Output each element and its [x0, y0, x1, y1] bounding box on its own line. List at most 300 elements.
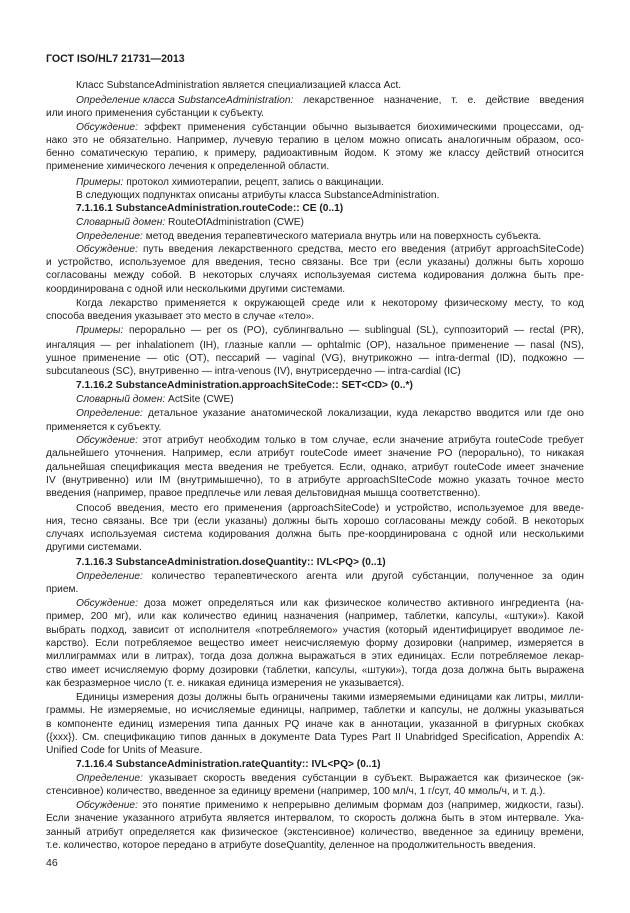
word: тогда: [199, 651, 225, 662]
text-run: введения (например, правое предплечье или левая дельтовидная мышца соответственно).: [46, 488, 481, 499]
word: вызывается: [354, 122, 411, 133]
word: соматическую: [80, 148, 148, 159]
word: в: [469, 813, 475, 824]
word: окружающей: [244, 298, 305, 309]
word: можно: [438, 475, 469, 486]
word: радиоактивным: [263, 148, 338, 159]
word: кодирования: [423, 270, 485, 281]
text-line: [76, 394, 234, 406]
word: Data: [314, 732, 337, 743]
word: Part: [372, 732, 391, 743]
word: (например,: [447, 800, 501, 811]
word: интервале.: [506, 813, 560, 824]
word: быть: [518, 257, 543, 268]
word: атрибут: [411, 462, 449, 473]
word: значение: [540, 462, 584, 473]
word: скорость: [203, 773, 246, 784]
word: (OT),: [185, 353, 210, 364]
word: ({xxx}).: [46, 732, 78, 743]
word: A:: [574, 732, 584, 743]
word: может: [172, 598, 202, 609]
text-line: [46, 462, 584, 474]
word: атрибута: [179, 813, 222, 824]
word: определяться: [208, 598, 274, 609]
word: быть: [533, 270, 557, 281]
word: (внутримышечно),: [176, 475, 264, 486]
word: три: [373, 257, 390, 268]
word: спецификация: [110, 462, 180, 473]
word: типов: [179, 732, 207, 743]
word: должны: [475, 257, 513, 268]
word: система: [377, 270, 417, 281]
word: необходим: [208, 435, 260, 446]
word: количество: [183, 611, 237, 622]
word: идентифицирует: [432, 625, 513, 636]
word: или: [135, 475, 153, 486]
word: должна: [468, 665, 504, 676]
word: капли: [268, 340, 297, 351]
word: за: [542, 571, 553, 582]
word: routeCode: [453, 462, 502, 473]
word: в: [360, 651, 367, 662]
word: потребляемое: [124, 638, 193, 649]
word: неисчисляемую: [284, 638, 360, 649]
word: но: [175, 705, 187, 716]
word: точное: [517, 475, 550, 486]
word: (который: [385, 625, 428, 636]
word: быть: [314, 516, 339, 527]
word: Например,: [172, 448, 224, 459]
word: в: [46, 719, 52, 730]
text-line: [46, 813, 584, 825]
word: йодом.: [344, 148, 377, 159]
word: субстанции: [251, 122, 307, 133]
word: кодирования: [208, 529, 270, 540]
text-line: [46, 638, 584, 650]
text-run: ActSite (CWE): [165, 394, 234, 405]
italic-label: Обсуждение:: [76, 598, 138, 609]
word: место: [555, 475, 584, 486]
word: агента: [306, 571, 337, 582]
text-line: [46, 284, 345, 296]
word: один: [561, 571, 584, 582]
word: Ука-: [564, 813, 584, 824]
word: примеру,: [214, 148, 257, 159]
word: к: [203, 148, 209, 159]
word: ингаляция: [46, 340, 95, 351]
word: используемая: [304, 270, 371, 281]
text-line: [76, 800, 584, 812]
word: атрибуте: [298, 475, 341, 486]
word: описать: [405, 135, 443, 146]
word: вводимое: [517, 625, 564, 636]
text-line: [46, 665, 584, 677]
word: исчисляемые: [191, 705, 256, 716]
text-run: применяется к субъекту.: [46, 422, 162, 433]
word: дозировки: [404, 638, 453, 649]
word: если: [372, 435, 396, 446]
text-run: прием.: [46, 584, 79, 595]
word: атрибут: [257, 448, 295, 459]
word: Выражается: [419, 773, 478, 784]
word: введения,: [215, 257, 263, 268]
word: т.: [451, 95, 458, 106]
word: быть: [508, 665, 532, 676]
word: к: [263, 800, 268, 811]
word: (approachSiteCode): [287, 503, 380, 514]
word: Если,: [339, 462, 366, 473]
word: не: [467, 705, 479, 716]
word: дозы: [177, 692, 202, 703]
word: (PR),: [560, 325, 584, 336]
word: intra-dermal: [435, 353, 490, 364]
word: измерения: [122, 692, 174, 703]
word: указаны): [427, 257, 470, 268]
word: тогда: [412, 665, 438, 676]
word: это: [142, 800, 158, 811]
word: используемая: [90, 529, 157, 540]
word: субстанции,: [412, 571, 470, 582]
word: собой.: [151, 270, 183, 281]
word: —: [418, 353, 429, 364]
word: то: [269, 475, 280, 486]
word: или: [499, 529, 517, 540]
text-line: [46, 611, 584, 623]
word: в: [323, 135, 330, 146]
word: эффект: [144, 122, 182, 133]
word: и: [384, 503, 391, 514]
text-line: [46, 257, 584, 269]
word: vaginal: [282, 353, 315, 364]
word: этом: [479, 813, 502, 824]
word: жидкости,: [505, 800, 553, 811]
word: несколькими: [523, 529, 584, 540]
word: —: [100, 340, 111, 351]
word: уточнения.: [114, 448, 167, 459]
word: должна: [257, 651, 293, 662]
word: единицах.: [397, 651, 446, 662]
word: выбрать: [46, 625, 86, 636]
text-line: [76, 177, 384, 189]
text-line: [46, 516, 584, 528]
word: Unabridged: [405, 732, 458, 743]
text-line: [46, 311, 314, 323]
page-number: 46: [46, 857, 58, 869]
word: введения,: [117, 503, 165, 514]
text-line: [46, 448, 584, 460]
word: же: [429, 148, 442, 159]
word: том: [310, 435, 328, 446]
word: образом,: [516, 135, 559, 146]
word: К: [383, 148, 390, 159]
word: должны: [204, 692, 242, 703]
word: введенное: [422, 827, 473, 838]
word: место: [170, 503, 199, 514]
word: е.: [467, 95, 476, 106]
text-run: протокол химиотерапии, рецепт, запись о вакцинации.: [123, 177, 384, 188]
word: вещество: [198, 638, 245, 649]
word: Если: [46, 813, 70, 824]
word: PQ: [284, 719, 300, 730]
word: См.: [82, 732, 100, 743]
text-line: [46, 340, 584, 352]
word: Все: [349, 257, 368, 268]
word: используемое: [119, 257, 186, 268]
word: (если: [395, 257, 422, 268]
text-line: [46, 529, 584, 541]
text-line: [76, 503, 584, 515]
word: Types: [340, 732, 368, 743]
word: локализации,: [327, 408, 392, 419]
word: хорошо: [548, 257, 584, 268]
word: —: [514, 340, 525, 351]
italic-label: Обсуждение:: [76, 122, 138, 133]
word: sublingual: [364, 325, 411, 336]
word: количество: [151, 571, 206, 582]
word: указанного: [122, 813, 175, 824]
text-run: subcutaneous (SC), внутривенно — intra-venous (IV), внутрисердечно — intra-cardial (IC): [46, 366, 461, 377]
word: суппозиторий: [443, 325, 509, 336]
text-line: [76, 95, 584, 107]
word: этот: [142, 435, 163, 446]
word: дальнейшая: [46, 462, 106, 473]
word: таблетки: [363, 705, 406, 716]
word: быть: [318, 529, 342, 540]
word: подход,: [90, 625, 127, 636]
word: (SL),: [416, 325, 439, 336]
word: routeCode: [495, 435, 543, 446]
word: лекарство: [109, 298, 158, 309]
word: (таблетки,: [262, 665, 311, 676]
word: Например,: [176, 135, 228, 146]
word: согласованы: [384, 516, 446, 527]
word: дозировки: [209, 665, 259, 676]
italic-label: Примеры:: [76, 177, 124, 188]
word: (NS),: [560, 340, 584, 351]
word: или: [346, 298, 364, 309]
word: например,: [309, 705, 359, 716]
italic-label: Обсуждение:: [76, 800, 138, 811]
word: —: [190, 325, 202, 336]
text-run: Unified Code for Units of Measure.: [46, 745, 203, 756]
word: осо-: [564, 135, 584, 146]
word: otic: [163, 353, 180, 364]
text-line: [46, 475, 584, 487]
word: approachSiteCode): [496, 244, 584, 255]
text-line: [46, 651, 584, 663]
word: некоторых: [534, 516, 584, 527]
word: скорость: [354, 813, 396, 824]
word: данных: [243, 719, 279, 730]
word: ния,: [46, 516, 66, 527]
word: в: [578, 638, 584, 649]
text-run: т.е. количество, которое передано в атрибуте doseQuantity, деленное на продолжительность введения.: [46, 840, 536, 851]
word: если: [229, 448, 252, 459]
italic-label: Обсуждение:: [76, 244, 138, 255]
word: «потребляемого»: [255, 625, 338, 636]
word: то: [339, 813, 350, 824]
word: од-: [569, 122, 584, 133]
word: месту,: [514, 298, 544, 309]
word: (IH),: [199, 340, 220, 351]
word: хорошо: [343, 516, 380, 527]
word: указать: [475, 475, 511, 486]
word: выражаться: [298, 651, 356, 662]
word: должна: [276, 529, 312, 540]
text-line: [46, 827, 584, 839]
word: введения: [539, 95, 584, 106]
word: nasal: [530, 340, 555, 351]
word: случаях: [259, 270, 298, 281]
word: Все: [150, 516, 168, 527]
italic-label: Примеры:: [76, 325, 124, 336]
word: применение: [82, 353, 141, 364]
word: глазные: [224, 340, 264, 351]
word: единицы,: [260, 705, 305, 716]
word: некоторых: [202, 270, 253, 281]
word: спецификацию: [103, 732, 176, 743]
word: действий: [486, 148, 531, 159]
word: (перорально),: [458, 448, 525, 459]
text-line: [76, 380, 413, 392]
word: должна: [491, 270, 527, 281]
word: этих: [371, 651, 393, 662]
word: исполнителя: [189, 625, 251, 636]
word: Если: [95, 638, 119, 649]
word: физическое: [324, 598, 382, 609]
word: требует: [547, 435, 584, 446]
word: действие: [485, 95, 530, 106]
word: введения: [218, 462, 263, 473]
word: капсулы,: [455, 611, 498, 622]
text-line: [76, 190, 439, 202]
text-line: [46, 488, 480, 500]
word: куда: [396, 408, 418, 419]
word: мг),: [114, 611, 132, 622]
text-line: [46, 422, 161, 434]
word: физическое: [221, 827, 278, 838]
word: как: [303, 598, 319, 609]
word: субстанции: [302, 773, 357, 784]
word: в: [359, 719, 365, 730]
text-line: [46, 584, 78, 596]
word: аннотации,: [370, 719, 424, 730]
word: (например,: [345, 611, 398, 622]
word: атрибут: [166, 435, 204, 446]
word: назальное: [396, 340, 446, 351]
word: таблетки,: [404, 611, 449, 622]
word: введения: [401, 244, 446, 255]
word: однако,: [370, 462, 407, 473]
word: rectal: [529, 325, 555, 336]
text-line: [46, 786, 545, 798]
word: лучевую: [233, 135, 273, 146]
word: измеряемые,: [107, 705, 171, 716]
word: в: [362, 773, 369, 784]
word: II: [395, 732, 401, 743]
word: единицами: [439, 692, 493, 703]
word: Единицы: [76, 692, 119, 703]
text-line: [46, 705, 584, 717]
text-line: [76, 203, 343, 215]
word: указаны): [225, 516, 268, 527]
word: значение: [74, 813, 119, 824]
word: (PO),: [243, 325, 268, 336]
word: как: [495, 692, 511, 703]
word: —: [301, 340, 312, 351]
word: Specification,: [462, 732, 523, 743]
word: —: [349, 325, 360, 336]
word: согласованы: [46, 270, 107, 281]
word: от: [174, 625, 185, 636]
text-line: [76, 80, 401, 92]
word: per: [116, 340, 131, 351]
word: Способ: [76, 503, 112, 514]
word: ушное: [46, 353, 77, 364]
word: нако: [46, 135, 68, 146]
word: (ID),: [496, 353, 516, 364]
text-line: [46, 353, 584, 365]
text-line: [76, 231, 541, 243]
word: доза: [144, 598, 167, 609]
word: пример,: [46, 611, 85, 622]
word: значение: [388, 448, 432, 459]
text-run: или иного применения субстанции к субъекту.: [46, 108, 265, 119]
text-run: RouteOfAdministration (CWE): [165, 217, 304, 228]
word: ограничены: [272, 692, 329, 703]
word: применимо: [205, 800, 259, 811]
word: измеряемыми: [369, 692, 436, 703]
word: или: [345, 571, 364, 582]
word: капсулы,: [315, 665, 358, 676]
word: литры,: [514, 692, 547, 703]
word: —: [513, 325, 525, 336]
word: компоненте: [57, 719, 113, 730]
text-line: [46, 840, 536, 852]
word: газы).: [556, 800, 584, 811]
word: документе: [260, 732, 311, 743]
word: введения: [251, 773, 297, 784]
word: применения: [187, 122, 246, 133]
word: непрерывно: [272, 800, 330, 811]
text-line: [76, 435, 584, 447]
word: миллиграммах: [46, 651, 117, 662]
word: требуется.: [284, 462, 335, 473]
word: случае,: [332, 435, 369, 446]
word: одной: [464, 529, 493, 540]
word: граммы.: [46, 705, 86, 716]
word: бенно: [46, 148, 75, 159]
word: Не: [90, 705, 104, 716]
text-line: [76, 217, 304, 229]
word: —: [146, 353, 157, 364]
word: количество,: [360, 827, 417, 838]
word: должны: [272, 516, 310, 527]
word: (OP),: [366, 340, 391, 351]
word: потребляемое: [479, 651, 548, 662]
word: approachSIteCode: [346, 475, 432, 486]
word: для: [191, 257, 210, 268]
word: полученное: [477, 571, 534, 582]
word: форму: [365, 638, 398, 649]
word: терапевтического: [213, 571, 298, 582]
word: введения: [168, 244, 214, 255]
word: атрибута: [448, 435, 491, 446]
word: никакая: [546, 448, 584, 459]
word: субъект.: [374, 773, 414, 784]
text-line: [46, 270, 584, 282]
text-line: [46, 366, 461, 378]
